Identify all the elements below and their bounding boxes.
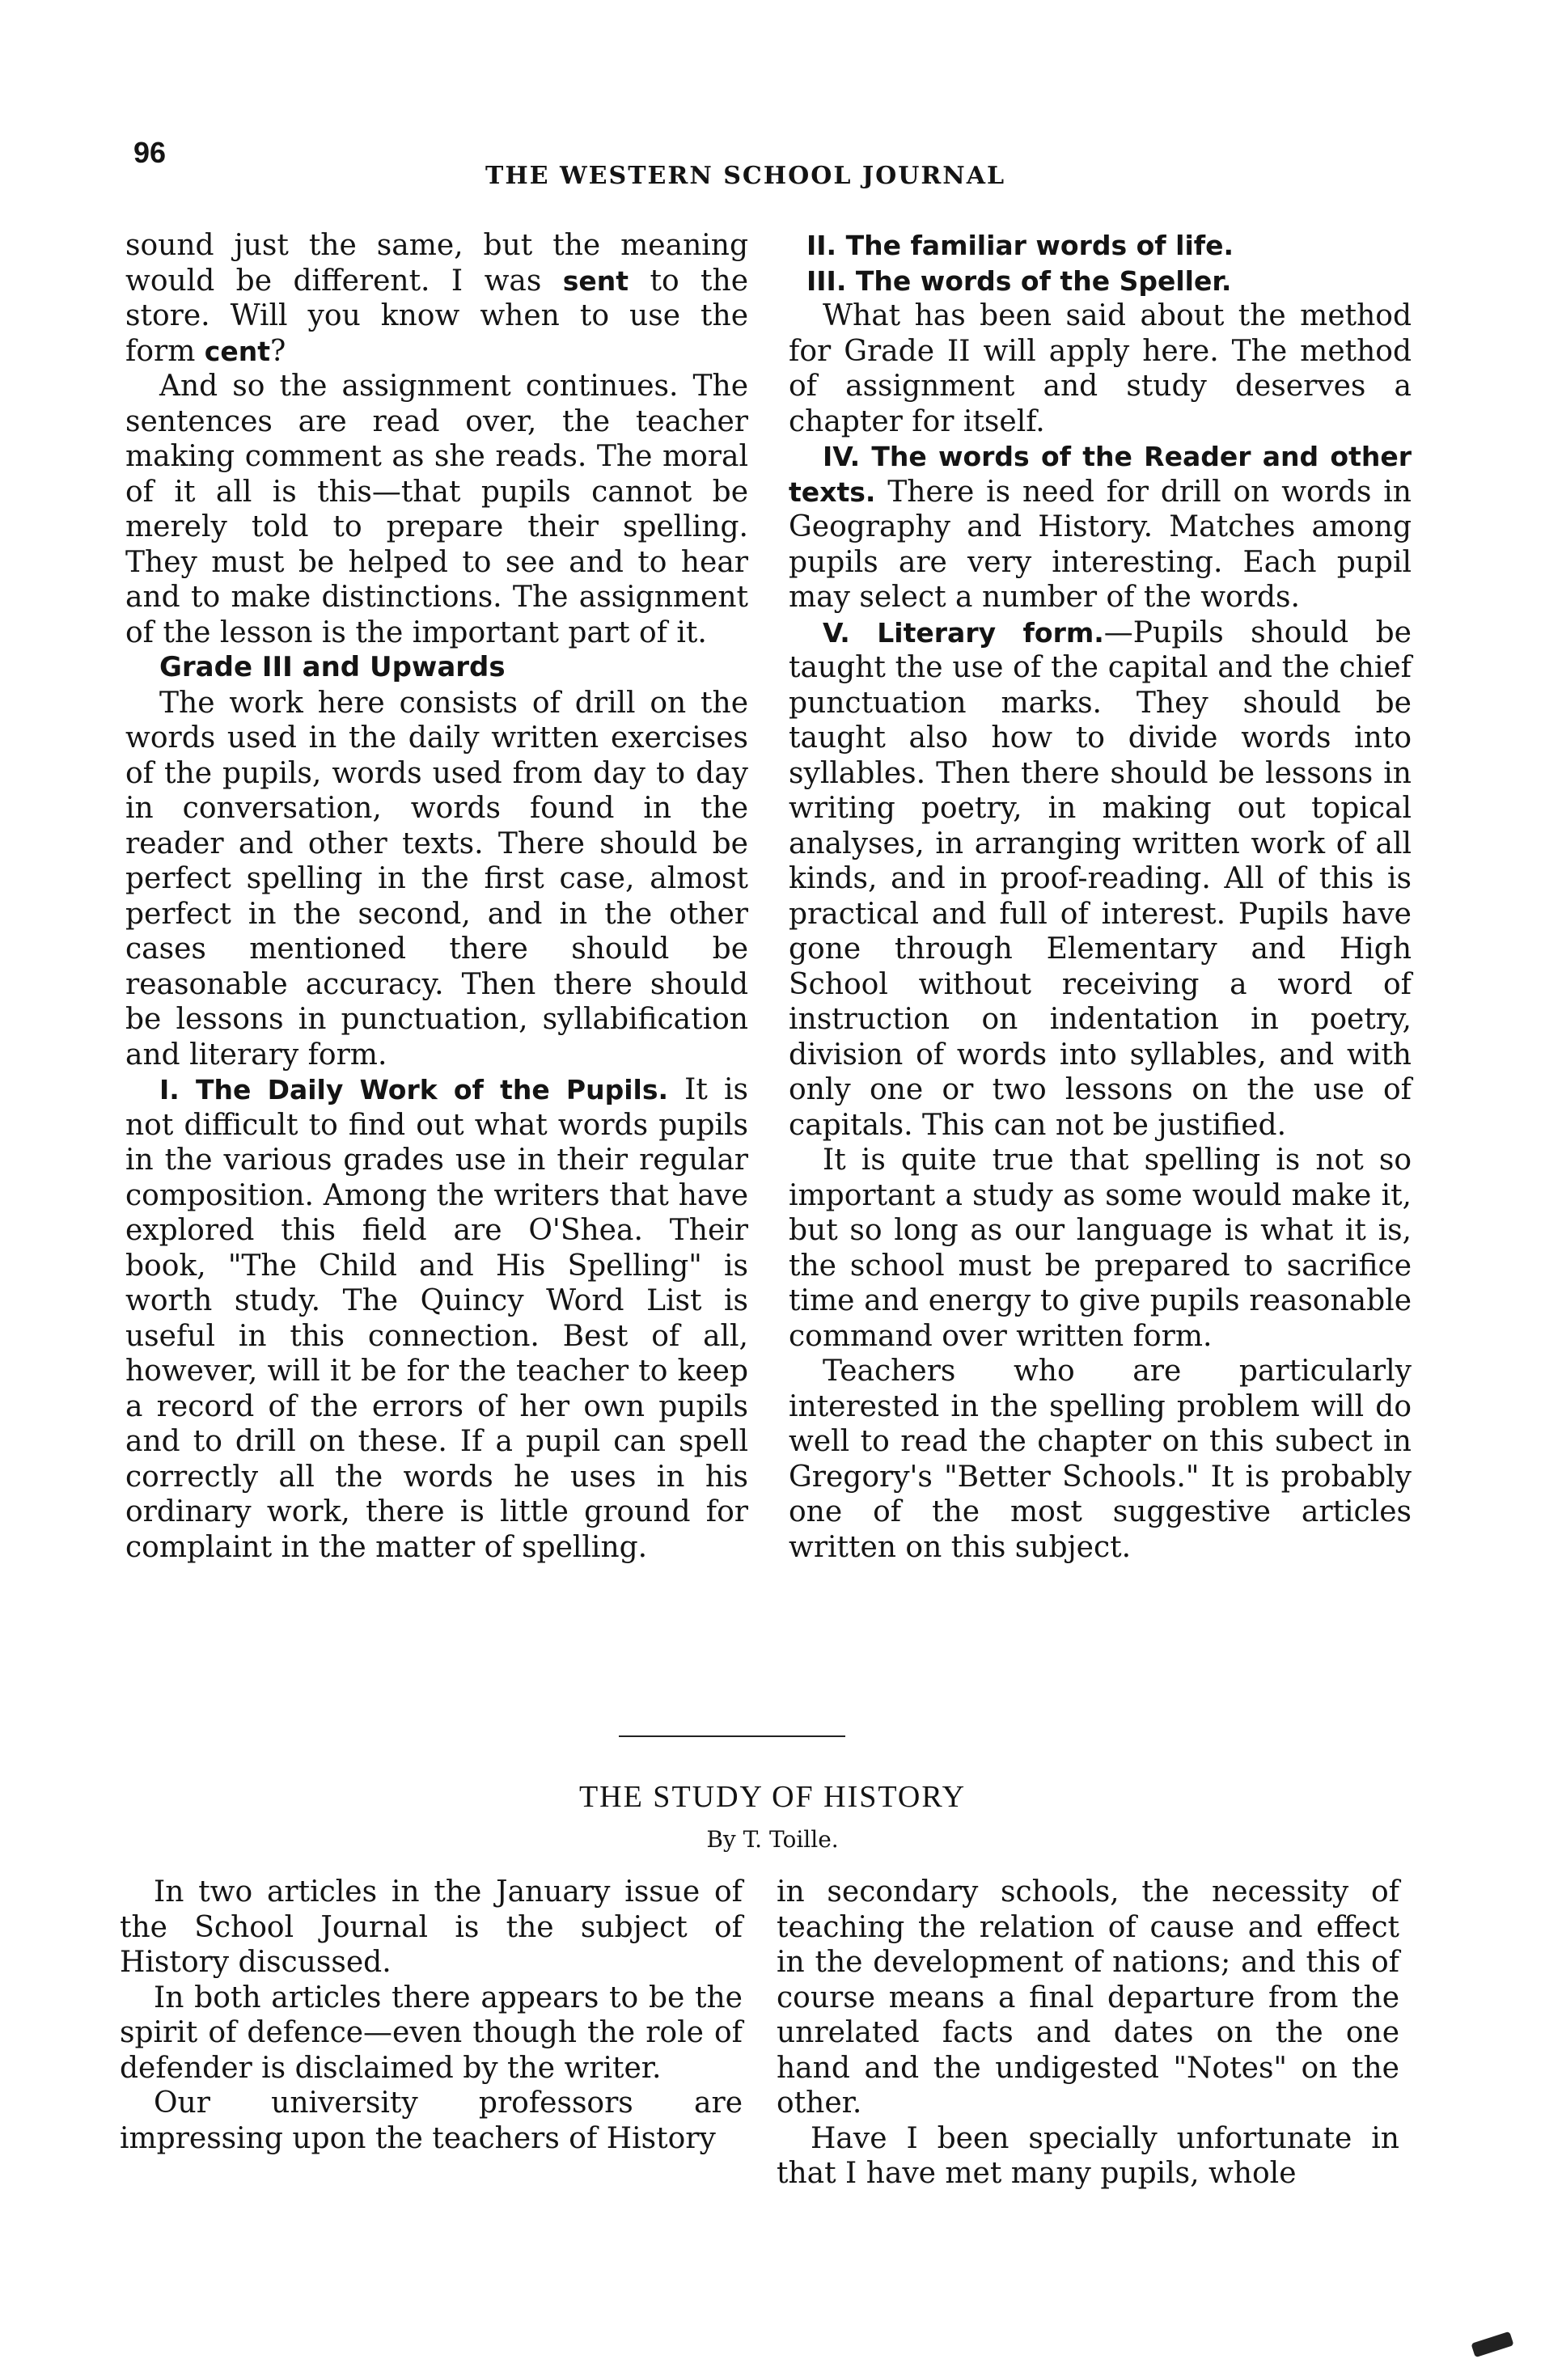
paragraph: Have I been specially unfortunate in that I have met many pupils, whole bbox=[777, 2121, 1399, 2190]
page-number: 96 bbox=[133, 136, 167, 169]
list-heading: III. The words of the Speller. bbox=[806, 264, 1232, 297]
left-column-bottom bbox=[120, 1875, 743, 2156]
text: sound just the same, but the meaning would be different. I was bbox=[125, 229, 748, 298]
list-heading: II. The familiar words of life. bbox=[806, 230, 1234, 261]
item-heading: V. Literary form. bbox=[823, 616, 1104, 649]
text: There is need for drill on words in Geography and History. Matches among pupils are very interesting. Each pupil may select a number of the words. bbox=[789, 475, 1412, 614]
paragraph: in secondary schools, the necessity of teaching the relation of cause and effect in the development of nations; and this of course means a final departure from the unrelated facts and dates on the one hand and the undigested "Notes" on the other. bbox=[777, 1875, 1399, 2120]
running-head: THE WESTERN SCHOOL JOURNAL bbox=[485, 162, 1006, 190]
section-heading: Grade III and Upwards bbox=[159, 651, 506, 683]
section-divider bbox=[619, 1735, 845, 1737]
article-byline: By T. Toille. bbox=[706, 1826, 839, 1853]
bold-word: cent bbox=[204, 335, 271, 367]
text: to the store. Will you know when to use the form bbox=[125, 264, 748, 368]
paragraph: Our university professors are impressing upon the teachers of History bbox=[120, 2086, 743, 2155]
corner-ink-mark bbox=[1471, 2331, 1513, 2358]
paragraph: It is quite true that spelling is not so important a study as some would make it, but so long as our language is what it is, the school must be prepared to sacrifice time and energy to give pupils reasonable command over written form. bbox=[789, 1143, 1412, 1353]
paragraph bbox=[125, 1072, 748, 1565]
paragraph: In two articles in the January issue of the School Journal is the subject of History discussed. bbox=[120, 1875, 743, 1979]
paragraph: And so the assignment continues. The sentences are read over, the teacher making comment as she reads. The moral of it all is this—that pupils cannot be merely told to prepare their spelling. They must be helped to see and to hear and to make distinctions. The assignment of the lesson is the important part of it. bbox=[125, 370, 748, 649]
item-heading: I. The Daily Work of the Pupils. bbox=[159, 1074, 669, 1105]
text: ? bbox=[270, 334, 286, 368]
paragraph bbox=[789, 615, 1412, 1143]
left-column-top bbox=[125, 228, 748, 1565]
paragraph bbox=[125, 228, 748, 369]
paragraph: What has been said about the method for Grade II will apply here. The method of assignment and study deserves a chapter for itself. bbox=[789, 299, 1412, 438]
paragraph: The work here consists of drill on the words used in the daily written exercises of the pupils, words used from day to day in conversation, words found in the reader and other texts. There should be perfect spelling in the first case, almost perfect in the second, and in the other cases mentioned there should be reasonable accuracy. Then there should be lessons in punctuation, syllabification and literary form. bbox=[125, 686, 748, 1072]
bold-word: sent bbox=[562, 264, 629, 297]
right-column-bottom bbox=[777, 1875, 1399, 2192]
paragraph: In both articles there appears to be the spirit of defence—even though the role of defender is disclaimed by the writer. bbox=[120, 1981, 743, 2085]
text: —Pupils should be taught the use of the capital and the chief punctuation marks. They should be taught also how to divide words into syllables. Then there should be lessons in writing poetry, in making out topical analyses, in arranging written work of all kinds, and in proof-reading. All of this is practical and full of interest. Pupils have gone through Elementary and High School without receiving a word of instruction on indentation in poetry, division of words into syllables, and with only one or two lessons on the use of capitals. This can not be justified. bbox=[789, 615, 1412, 1142]
text: It is not difficult to find out what words pupils in the various grades use in their regular composition. Among the writers that have explored this field are O'Shea. Their book, "The Child and His Spelling" is worth study. The Quincy Word List is useful in this connection. Best of all, however, will it be for the teacher to keep a record of the errors of her own pupils and to drill on these. If a pupil can spell correctly all the words he uses in his ordinary work, there is little ground for complaint in the matter of spelling. bbox=[125, 1073, 748, 1564]
paragraph: Teachers who are particularly interested in the spelling problem will do well to read the chapter on this subect in Gregory's "Better Schools." It is probably one of the most suggestive articles written on this subject. bbox=[789, 1355, 1412, 1564]
right-column-top bbox=[789, 228, 1412, 1565]
article-title: THE STUDY OF HISTORY bbox=[578, 1780, 967, 1814]
paragraph bbox=[789, 439, 1412, 615]
item-heading: IV. The words of the Reader and other texts. bbox=[789, 441, 1412, 508]
